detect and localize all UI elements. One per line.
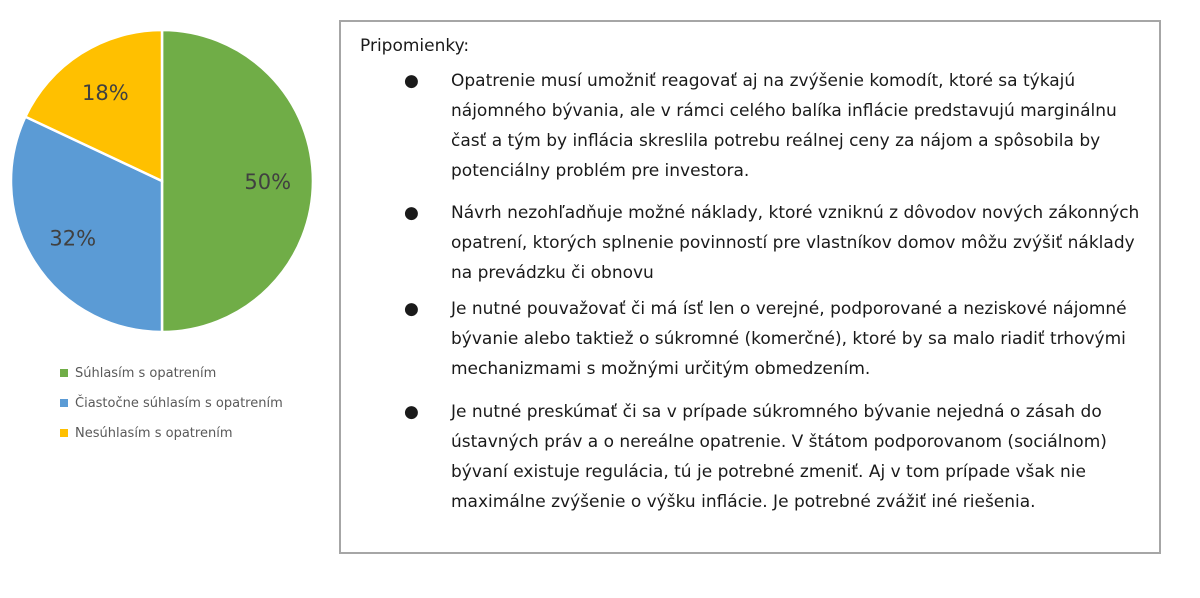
legend-swatch-agree bbox=[60, 369, 68, 377]
note-text: Návrh nezohľadňuje možné náklady, ktoré vzniknú z dôvodov nových zákonných opatrení, ktorých splnenie povinností pre vlastníkov domov môžu zvýšiť náklady na prevádzku či obnovu bbox=[451, 203, 1140, 283]
pie-slice-label-2: 18% bbox=[82, 80, 129, 105]
legend-item-agree bbox=[60, 358, 283, 388]
note-text: Je nutné preskúmať či sa v prípade súkromného bývanie nejedná o zásah do ústavných práv a o nereálne opatrenie. V štátom podporovanom (sociálnom) bývaní existuje regulácia, tú je potrebné zmeniť. Aj v tom prípade však nie maximálne zvýšenie o výšku inflácie. Je potrebné zvážiť iné riešenia. bbox=[451, 402, 1107, 512]
note-text: Opatrenie musí umožniť reagovať aj na zvýšenie komodít, ktoré sa týkajú nájomného bývania, ale v rámci celého balíka inflácie predstavujú marginálnu časť a tým by inflácia skreslila potrebu reálnej ceny za nájom a spôsobila by potenciálny problém pre investora. bbox=[451, 71, 1117, 181]
note-text: Je nutné pouvažovať či má ísť len o verejné, podporované a neziskové nájomné bývanie alebo taktiež o súkromné (komerčné), ktoré by sa malo riadiť trhovými mechanizmami s možnými určitým obmedzením. bbox=[451, 299, 1127, 379]
pie-chart bbox=[0, 0, 330, 340]
legend-item-disagree bbox=[60, 418, 283, 448]
legend-swatch-disagree bbox=[60, 429, 68, 437]
legend-label-partial: Čiastočne súhlasím s opatrením bbox=[75, 395, 283, 411]
bullet-icon: ● bbox=[404, 203, 419, 223]
notes-title: Pripomienky: bbox=[360, 36, 470, 56]
pie-svg bbox=[0, 0, 330, 340]
bullet-icon: ● bbox=[404, 402, 419, 422]
legend-label-agree: Súhlasím s opatrením bbox=[75, 365, 217, 381]
legend-item-partial bbox=[60, 388, 283, 418]
pie-slice-label-0: 50% bbox=[244, 170, 292, 194]
chart-legend bbox=[60, 358, 283, 448]
notes-box bbox=[339, 20, 1161, 554]
legend-label-disagree: Nesúhlasím s opatrením bbox=[75, 425, 233, 441]
bullet-icon: ● bbox=[404, 299, 419, 319]
pie-slice-label-1: 32% bbox=[49, 226, 97, 251]
bullet-icon: ● bbox=[404, 71, 419, 91]
legend-swatch-partial bbox=[60, 399, 68, 407]
